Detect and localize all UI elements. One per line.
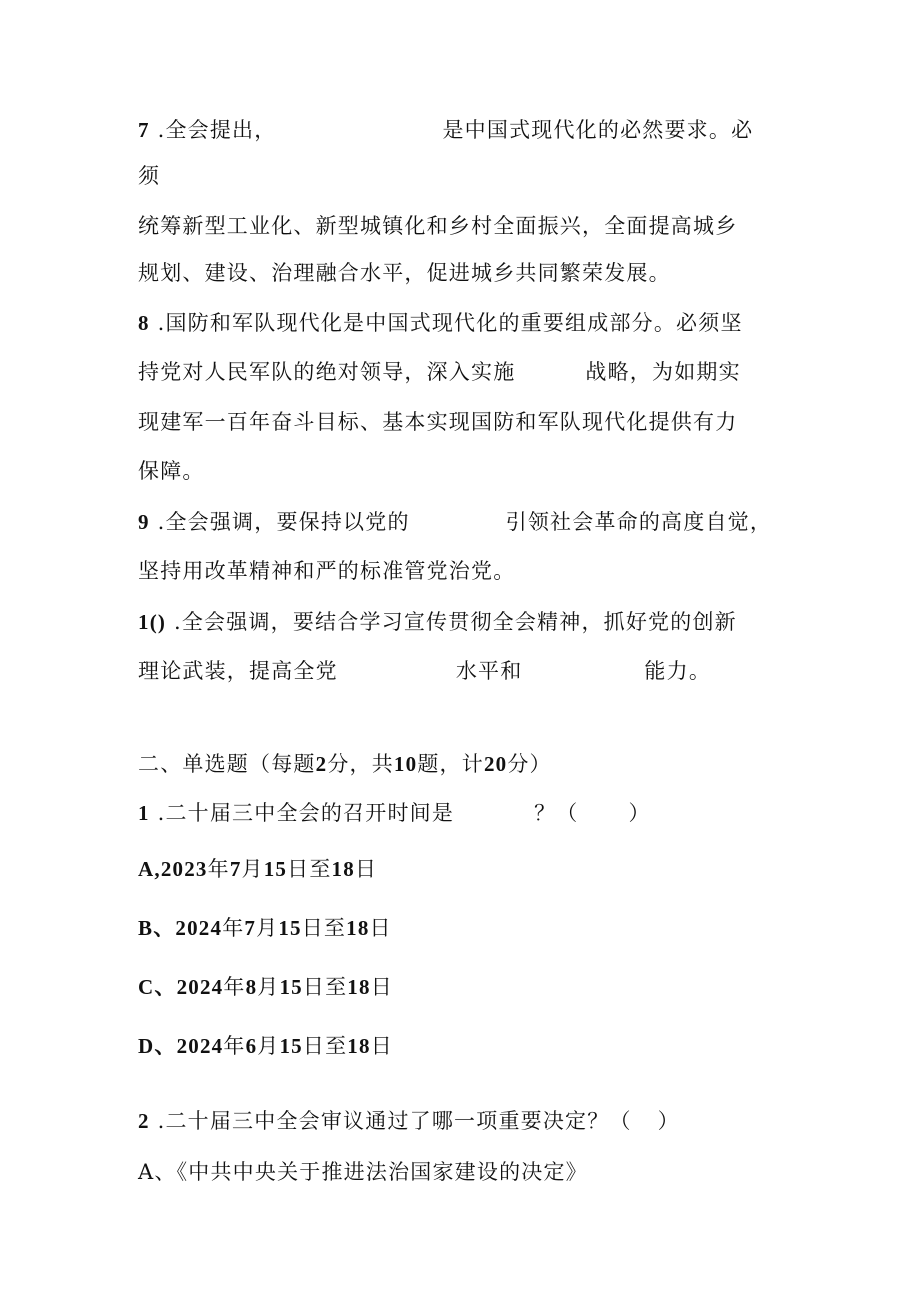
q8-line1 — [138, 310, 743, 336]
sc-q2-text: .二十届三中全会审议通过了哪一项重要决定？（ — [149, 1109, 632, 1133]
q10-text: .全会强调，要结合学习宣传贯彻全会精神，抓好党的创新 — [166, 610, 737, 634]
q9-number: 9 — [138, 510, 150, 534]
q8-line4: 保障。 — [138, 459, 205, 483]
sc-q1-option-a — [138, 856, 377, 882]
sc-q1-text-a: .二十届三中全会的召开时间是 — [149, 801, 455, 825]
option-year-label: 年 — [223, 975, 246, 999]
q8-text-b: 战略，为如期实 — [585, 360, 741, 384]
q7-line2: 须 — [138, 164, 161, 188]
q8-number: 8 — [138, 311, 150, 335]
q7-line1 — [138, 117, 753, 143]
option-day: 15 — [263, 857, 288, 881]
heading-total: 20 — [483, 752, 508, 776]
option-year: B、2024 — [138, 916, 223, 940]
heading-text-b: 分，共 — [327, 752, 394, 776]
option-month-label: 月 — [257, 1034, 280, 1058]
sc-q1-text-c: ） — [628, 801, 651, 825]
sc-q1-number: 1 — [138, 801, 150, 825]
option-day: 15 — [279, 975, 303, 999]
q10-line1 — [138, 609, 737, 635]
option-month: 7 — [229, 857, 242, 881]
q7-text-a: .全会提出， — [149, 118, 277, 142]
q9-text-b: 引领社会革命的高度自觉， — [505, 510, 773, 534]
section-heading-single-choice — [138, 751, 552, 777]
option-day-label: 日至 — [301, 916, 347, 940]
option-end-label: 日 — [369, 916, 392, 940]
q7-line4: 规划、建设、治理融合水平，促进城乡共同繁荣发展。 — [138, 261, 671, 285]
q8-line3: 现建军一百年奋斗目标、基本实现国防和军队现代化提供有力 — [138, 410, 738, 434]
option-year: C、2024 — [138, 975, 224, 999]
sc-q2-text-end: ） — [657, 1109, 680, 1133]
sc-q1-text-b: ？（ — [534, 801, 579, 825]
option-year: A,2023 — [138, 857, 208, 881]
sc-q1-stem — [138, 800, 651, 826]
heading-count: 10 — [393, 752, 418, 776]
option-month: 7 — [244, 916, 257, 940]
q9-line2: 坚持用改革精神和严的标准管党治党。 — [138, 559, 516, 583]
heading-text-d: 分） — [507, 752, 552, 776]
heading-text-a: 二、单选题（每题 — [138, 752, 316, 776]
option-end-label: 日 — [370, 975, 393, 999]
q7-line3: 统筹新型工业化、新型城镇化和乡村全面振兴，全面提高城乡 — [138, 214, 738, 238]
option-year-label: 年 — [222, 916, 245, 940]
q10-text-a: 理论武装，提高全党 — [138, 659, 338, 683]
sc-q2-number: 2 — [138, 1109, 150, 1133]
option-month-label: 月 — [257, 975, 280, 999]
q10-text-b: 水平和 — [455, 659, 523, 683]
option-day2: 18 — [347, 975, 371, 999]
option-month: 6 — [245, 1034, 258, 1058]
heading-points: 2 — [315, 752, 328, 776]
q8-text: .国防和军队现代化是中国式现代化的重要组成部分。必须坚 — [149, 311, 743, 335]
option-year-label: 年 — [223, 1034, 246, 1058]
option-end-label: 日 — [354, 857, 378, 881]
q10-line2 — [138, 658, 711, 684]
sc-q2-stem — [138, 1108, 680, 1134]
q9-text-a: .全会强调，要保持以党的 — [149, 510, 410, 534]
q7-text-b: 是中国式现代化的必然要求。必 — [442, 118, 754, 142]
option-month-label: 月 — [256, 916, 279, 940]
heading-text-c: 题，计 — [417, 752, 484, 776]
q9-line1 — [138, 509, 772, 535]
option-day-label: 日至 — [302, 975, 348, 999]
sc-q1-option-b — [138, 915, 392, 941]
option-month-label: 月 — [241, 857, 264, 881]
option-day-label: 日至 — [302, 1034, 348, 1058]
option-day2: 18 — [346, 916, 370, 940]
q10-number: 1() — [138, 610, 167, 634]
q10-text-c: 能力。 — [644, 659, 712, 683]
option-day2: 18 — [347, 1034, 371, 1058]
sc-q1-option-d — [138, 1033, 393, 1059]
option-year: D、2024 — [138, 1034, 224, 1058]
q8-line2 — [138, 359, 741, 385]
sc-q2-option-a: A、《中共中央关于推进法治国家建设的决定》 — [138, 1160, 588, 1184]
option-end-label: 日 — [370, 1034, 393, 1058]
option-day: 15 — [278, 916, 302, 940]
option-day-label: 日至 — [287, 857, 332, 881]
option-day2: 18 — [331, 857, 355, 881]
option-year-label: 年 — [207, 857, 230, 881]
sc-q1-option-c — [138, 974, 393, 1000]
q7-number: 7 — [138, 118, 150, 142]
option-day: 15 — [279, 1034, 303, 1058]
q8-text-a: 持党对人民军队的绝对领导，深入实施 — [138, 360, 516, 384]
option-month: 8 — [245, 975, 258, 999]
